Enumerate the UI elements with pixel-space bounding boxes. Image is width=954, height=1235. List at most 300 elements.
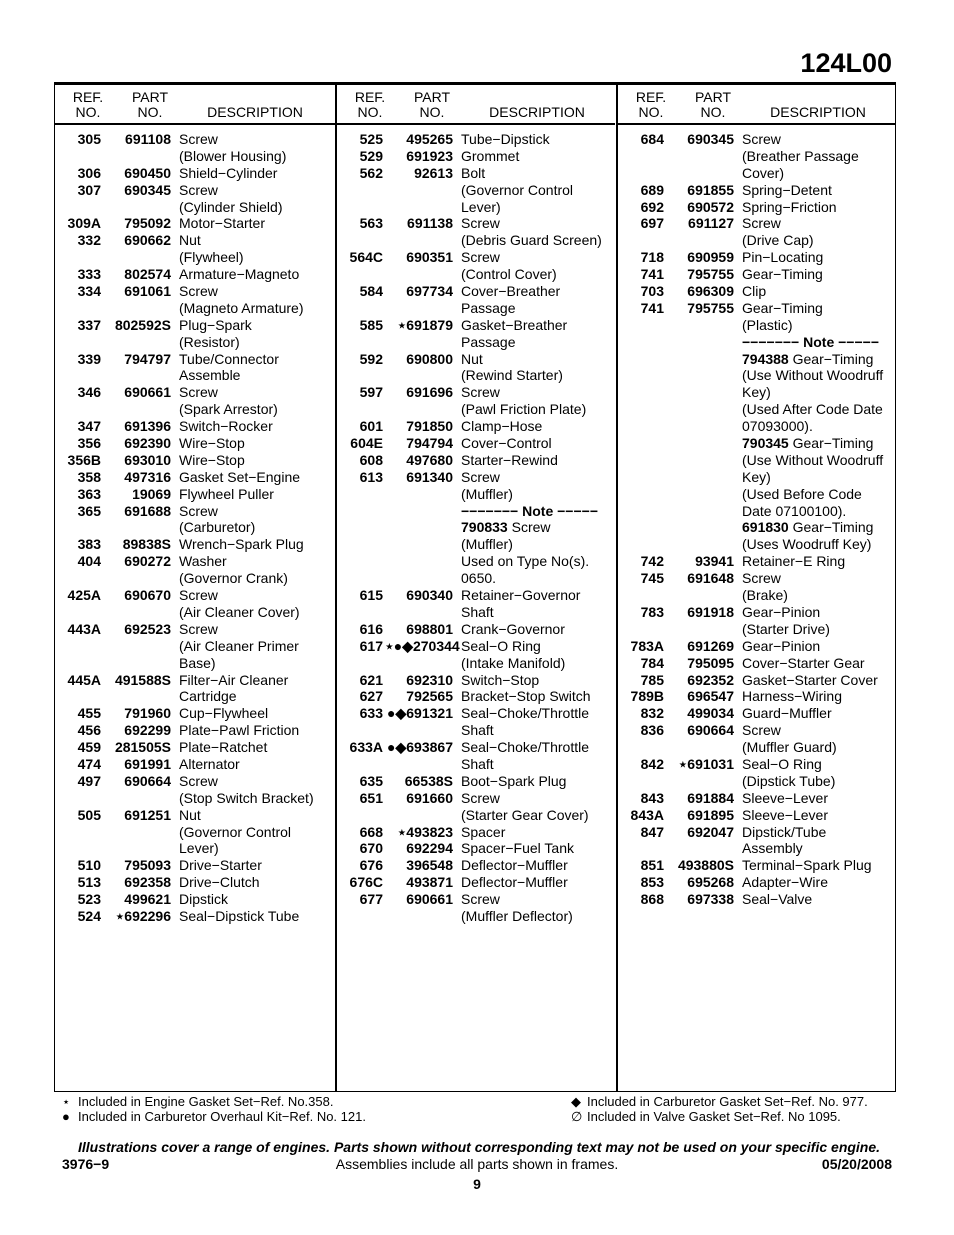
footnote-text: Included in Engine Gasket Set−Ref. No.358. (78, 1094, 334, 1109)
part-number: 802574 (124, 266, 171, 283)
table-row (337, 638, 615, 655)
parts-rows (55, 125, 335, 925)
ref-number: 851 (640, 857, 664, 874)
table-row (55, 148, 335, 165)
part-description: Clamp−Hose (461, 418, 543, 435)
parts-column-1 (55, 85, 335, 1091)
ref-number: 853 (640, 874, 664, 891)
ref-number: 676C (349, 874, 383, 891)
table-row (55, 300, 335, 317)
part-number: 691918 (687, 603, 734, 620)
part-description: Sleeve−Lever (742, 789, 829, 806)
table-row (337, 401, 615, 418)
part-description: Adapter−Wire (742, 874, 828, 891)
part-description: Armature−Magneto (179, 266, 300, 283)
part-number: 19069 (132, 485, 171, 502)
part-description: Key) (742, 468, 771, 485)
part-number: 690572 (687, 198, 734, 215)
ref-number: 510 (77, 857, 101, 874)
part-number: 691648 (687, 570, 734, 587)
table-row (337, 587, 615, 604)
table-row (337, 300, 615, 317)
part-description: Cover−Breather (461, 283, 561, 300)
part-description: Passage (461, 299, 516, 316)
column-header (618, 85, 895, 125)
part-number: 497680 (406, 451, 453, 468)
part-description: Cover−Control (461, 435, 552, 452)
table-row (55, 486, 335, 503)
part-description: Nut (179, 806, 201, 823)
part-description: Gasket−Breather (461, 316, 568, 333)
table-row (55, 503, 335, 520)
table-row (618, 469, 895, 486)
table-row (337, 351, 615, 368)
table-row (337, 182, 615, 199)
footnote (571, 1094, 868, 1109)
table-row (55, 891, 335, 908)
table-row (337, 165, 615, 182)
parts-column-3 (616, 85, 895, 1091)
table-row (337, 215, 615, 232)
ref-number: 621 (359, 671, 383, 688)
part-number: 690800 (406, 350, 453, 367)
part-number: 497316 (124, 468, 171, 485)
table-row (55, 165, 335, 182)
header-ref-no: REF. NO. (72, 89, 104, 120)
ref-number: 616 (359, 620, 383, 637)
ref-number: 617 (359, 637, 383, 654)
part-number: 698801 (406, 620, 453, 637)
table-row (618, 824, 895, 841)
part-description (742, 519, 873, 536)
part-description: (Muffler) (461, 536, 513, 553)
part-number: 691884 (687, 789, 734, 806)
table-row (618, 283, 895, 300)
part-number: 791850 (406, 418, 453, 435)
part-description: Terminal−Spark Plug (742, 857, 872, 874)
part-number: 691396 (124, 418, 171, 435)
part-description: Retainer−Governor (461, 587, 581, 604)
part-description: Plate−Ratchet (179, 739, 268, 756)
table-row (55, 840, 335, 857)
table-row (337, 131, 615, 148)
part-description: Spring−Friction (742, 198, 837, 215)
part-description: Filter−Air Cleaner (179, 671, 289, 688)
table-row (618, 891, 895, 908)
table-row (337, 503, 615, 520)
part-description: Harness−Wiring (742, 688, 842, 705)
part-description (742, 435, 873, 452)
part-description: (Control Cover) (461, 266, 557, 283)
part-description: Screw (461, 215, 500, 232)
empty-set-symbol-icon: ∅ (571, 1109, 583, 1124)
table-row (337, 874, 615, 891)
parts-rows (337, 125, 615, 925)
part-description: Tube/Connector (179, 350, 279, 367)
table-row (55, 519, 335, 536)
part-description: Clip (742, 283, 767, 300)
part-number: 693010 (124, 451, 171, 468)
ref-number: 677 (359, 891, 383, 908)
ref-number: 703 (640, 283, 664, 300)
part-number: ⋆691031 (678, 755, 734, 772)
part-description: (Starter Drive) (742, 620, 830, 637)
part-description: (Magneto Armature) (179, 299, 304, 316)
part-description: Seal−Choke/Throttle (461, 705, 590, 722)
ref-number: 523 (77, 891, 101, 908)
table-row (55, 655, 335, 672)
table-row (55, 874, 335, 891)
header-ref-no: REF. NO. (635, 89, 667, 120)
table-row (55, 283, 335, 300)
ref-number: 615 (359, 587, 383, 604)
ref-number: 334 (77, 283, 101, 300)
table-row (337, 519, 615, 536)
ref-number: 843 (640, 789, 664, 806)
table-row (618, 739, 895, 756)
table-row (55, 469, 335, 486)
part-number: 690662 (124, 232, 171, 249)
table-row (618, 351, 895, 368)
table-row (55, 334, 335, 351)
document-date: 05/20/2008 (821, 1156, 892, 1172)
part-number: 690450 (124, 164, 171, 181)
table-row (337, 266, 615, 283)
part-description: (Rewind Starter) (461, 367, 563, 384)
part-description: Shield−Cylinder (179, 164, 278, 181)
part-number: 691895 (687, 806, 734, 823)
part-number: 795092 (124, 215, 171, 232)
part-description: (Pawl Friction Plate) (461, 401, 587, 418)
table-row (618, 840, 895, 857)
part-description: (Blower Housing) (179, 147, 287, 164)
part-description: Gear−Timing (742, 266, 823, 283)
part-number: 691696 (406, 384, 453, 401)
part-description: Dipstick (179, 891, 229, 908)
table-row (55, 199, 335, 216)
table-row (55, 756, 335, 773)
page-number: 9 (473, 1176, 481, 1192)
header-description: DESCRIPTION (489, 104, 585, 120)
part-description: Screw (461, 249, 500, 266)
ref-number: 842 (640, 755, 664, 772)
ref-number: 445A (67, 671, 101, 688)
part-number: 491588S (114, 671, 171, 688)
part-description: Shaft (461, 603, 494, 620)
note-part-description: Gear−Timing (788, 519, 874, 536)
table-row (618, 148, 895, 165)
part-description: Screw (742, 215, 781, 232)
part-description: −−−−−−− Note −−−−− (742, 333, 879, 350)
part-number: 499034 (687, 705, 734, 722)
part-number: 690664 (687, 722, 734, 739)
part-number: 791960 (124, 705, 171, 722)
ref-number: 524 (77, 907, 101, 924)
table-row (55, 249, 335, 266)
disclaimer: Illustrations cover a range of engines. Parts shown without corresponding text may not be used on your specific engine. (78, 1139, 881, 1155)
table-row (337, 536, 615, 553)
table-row (55, 570, 335, 587)
table-row (337, 418, 615, 435)
table-row (55, 688, 335, 705)
parts-table (54, 82, 896, 1092)
table-row (618, 536, 895, 553)
table-row (337, 232, 615, 249)
table-row (337, 672, 615, 689)
part-description: Tube−Dipstick (461, 131, 550, 147)
part-description: Base) (179, 654, 216, 671)
table-row (618, 621, 895, 638)
ref-number: 847 (640, 823, 664, 840)
model-number: 124L00 (800, 48, 892, 78)
part-number: 93941 (695, 553, 734, 570)
header-description: DESCRIPTION (207, 104, 303, 120)
part-description: Wire−Stop (179, 435, 245, 452)
ref-number: 307 (77, 181, 101, 198)
ref-number: 742 (640, 553, 664, 570)
part-number: 691108 (125, 131, 171, 147)
table-row (618, 688, 895, 705)
part-description: Screw (179, 283, 218, 300)
note-part-number: 790833 (461, 519, 508, 536)
ref-number: 585 (359, 316, 383, 333)
table-row (618, 604, 895, 621)
ref-number: 627 (359, 688, 383, 705)
part-description: 07093000). (742, 418, 813, 435)
part-description: Switch−Stop (461, 671, 540, 688)
table-row (55, 722, 335, 739)
table-row (337, 790, 615, 807)
part-number: 691660 (406, 789, 453, 806)
ref-number: 564C (349, 249, 383, 266)
table-row (618, 773, 895, 790)
part-number: 695268 (687, 874, 734, 891)
part-description: Used on Type No(s). (461, 553, 590, 570)
table-row (55, 215, 335, 232)
column-header (55, 85, 335, 125)
table-row (337, 739, 615, 756)
part-number: 690661 (406, 891, 453, 908)
part-number: 795093 (124, 857, 171, 874)
table-row (55, 452, 335, 469)
part-number: 692390 (124, 435, 171, 452)
part-description: Retainer−E Ring (742, 553, 846, 570)
part-description: Spacer−Fuel Tank (461, 840, 574, 857)
table-row (55, 739, 335, 756)
ref-number: 604E (350, 435, 383, 452)
table-row (337, 367, 615, 384)
part-number: 690340 (406, 587, 453, 604)
part-description: Screw (179, 620, 218, 637)
part-description: Assembly (742, 840, 803, 857)
part-description: Screw (461, 384, 500, 401)
part-number: 691127 (688, 215, 734, 232)
table-row (337, 688, 615, 705)
table-row (337, 317, 615, 334)
footnote (571, 1109, 868, 1124)
ref-number: 597 (359, 384, 383, 401)
ref-number: 832 (640, 705, 664, 722)
table-row (337, 655, 615, 672)
ref-number: 443A (67, 620, 101, 637)
ref-number: 584 (359, 283, 383, 300)
table-row (618, 384, 895, 401)
part-description: (Muffler) (461, 485, 513, 502)
ref-number: 459 (77, 739, 101, 756)
ref-number: 651 (359, 789, 383, 806)
part-description: Screw (742, 722, 781, 739)
part-number: 493871 (406, 874, 453, 891)
part-description: Crank−Governor (461, 620, 565, 637)
table-row (55, 587, 335, 604)
part-description: Screw (179, 772, 218, 789)
ref-number: 425A (67, 587, 101, 604)
table-row (55, 807, 335, 824)
part-description: (Debris Guard Screen) (461, 232, 602, 249)
table-row (337, 756, 615, 773)
table-row (618, 570, 895, 587)
part-number: 396548 (406, 857, 453, 874)
footnotes-left (62, 1094, 366, 1124)
column-header (337, 85, 615, 125)
table-row (55, 384, 335, 401)
document-number: 3976−9 (62, 1156, 110, 1172)
part-number: 691855 (687, 181, 734, 198)
part-description: Nut (461, 350, 483, 367)
ref-number: 333 (77, 266, 101, 283)
ref-number: 339 (77, 350, 101, 367)
part-description: (Air Cleaner Primer (179, 637, 299, 654)
part-description: −−−−−−− Note −−−−− (461, 502, 598, 519)
part-number: 92613 (414, 164, 453, 181)
part-description: Assemble (179, 367, 241, 384)
part-description: Drive−Clutch (179, 874, 260, 891)
part-description: Date 07100100). (742, 502, 847, 519)
ref-number: 668 (359, 823, 383, 840)
table-row (55, 553, 335, 570)
part-number: 690664 (124, 772, 171, 789)
header-part-no: PART NO. (413, 89, 451, 120)
ref-number: 633 (359, 705, 383, 722)
part-description: (Uses Woodruff Key) (742, 536, 872, 553)
part-description: Deflector−Muffler (461, 857, 568, 874)
part-description: Screw (461, 468, 500, 485)
part-description: (Use Without Woodruff (742, 367, 884, 384)
part-description: Screw (179, 502, 218, 519)
ref-number: 404 (77, 553, 101, 570)
part-description: Nut (179, 232, 201, 249)
part-description: Gasket Set−Engine (179, 468, 301, 485)
part-number: 690345 (124, 181, 171, 198)
part-number: 792565 (406, 688, 453, 705)
table-row (618, 655, 895, 672)
ref-number: 745 (640, 570, 664, 587)
table-row (55, 536, 335, 553)
part-description: Alternator (179, 755, 240, 772)
table-row (618, 587, 895, 604)
table-row (337, 621, 615, 638)
ref-number: 741 (640, 299, 664, 316)
ref-number: 697 (640, 215, 664, 232)
part-number: 697734 (406, 283, 453, 300)
table-row (55, 908, 335, 925)
part-description: Screw (461, 891, 500, 908)
part-number: 690959 (687, 249, 734, 266)
ref-number: 613 (359, 468, 383, 485)
part-description: (Resistor) (179, 333, 240, 350)
table-row (55, 773, 335, 790)
part-description: Deflector−Muffler (461, 874, 568, 891)
table-row (337, 384, 615, 401)
part-number: 691269 (687, 637, 734, 654)
part-number: 692299 (124, 722, 171, 739)
part-number: 691251 (124, 806, 171, 823)
header-ref-no: REF. NO. (354, 89, 386, 120)
table-row (618, 553, 895, 570)
part-number: 795755 (687, 299, 734, 316)
header-part-no: PART NO. (694, 89, 732, 120)
parts-rows (618, 125, 895, 908)
footnotes-right (571, 1094, 868, 1124)
table-row (618, 367, 895, 384)
part-description: (Plastic) (742, 316, 793, 333)
part-description: Gasket−Starter Cover (742, 671, 878, 688)
part-number: 802592S (114, 316, 171, 333)
part-number: 795755 (687, 266, 734, 283)
part-description: Motor−Starter (179, 215, 265, 232)
table-row (618, 503, 895, 520)
part-description: Washer (179, 553, 227, 570)
part-description: Spacer (461, 823, 506, 840)
table-row (618, 857, 895, 874)
ref-number: 789B (630, 688, 664, 705)
part-description: (Spark Arrestor) (179, 401, 278, 418)
part-description: Screw (179, 587, 218, 604)
ref-number: 505 (77, 806, 101, 823)
ref-number: 358 (77, 468, 101, 485)
ref-number: 718 (640, 249, 664, 266)
table-row (618, 435, 895, 452)
note-part-number: 794388 (742, 350, 789, 367)
table-row (337, 824, 615, 841)
ref-number: 363 (77, 485, 101, 502)
table-row (618, 486, 895, 503)
footnote-text: Included in Valve Gasket Set−Ref. No 1095. (587, 1109, 841, 1124)
ref-number: 836 (640, 722, 664, 739)
table-row (337, 199, 615, 216)
part-number: 794794 (406, 435, 453, 452)
note-part-number: 790345 (742, 435, 789, 452)
part-description: Bolt (461, 164, 486, 181)
table-row (55, 705, 335, 722)
ref-number: 689 (640, 181, 664, 198)
part-description: (Muffler Guard) (742, 739, 837, 756)
part-number: 697338 (687, 891, 734, 908)
part-description: Spring−Detent (742, 181, 832, 198)
part-description: (Starter Gear Cover) (461, 806, 589, 823)
ref-number: 670 (359, 840, 383, 857)
part-number: 690670 (124, 587, 171, 604)
table-row (337, 908, 615, 925)
part-description: (Carburetor) (179, 519, 256, 536)
table-row (618, 722, 895, 739)
part-number: 690351 (406, 249, 453, 266)
part-description: Wrench−Spark Plug (179, 536, 304, 553)
table-row (618, 452, 895, 469)
part-description: Screw (179, 131, 218, 147)
ref-number: 513 (77, 874, 101, 891)
table-row (618, 300, 895, 317)
